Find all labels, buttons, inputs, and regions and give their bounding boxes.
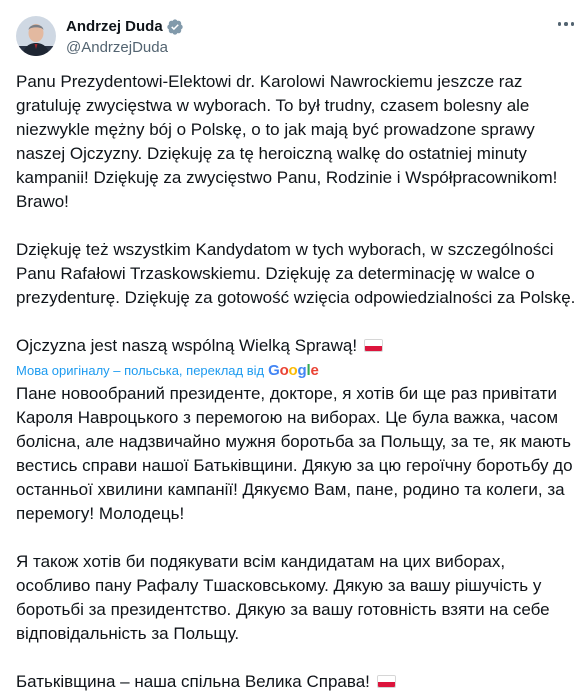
author-handle[interactable]: @AndrzejDuda [66,38,168,56]
author-info [66,17,184,56]
translation-note[interactable] [16,362,580,380]
poland-flag-icon [364,339,383,352]
more-options-icon[interactable] [558,22,575,26]
translated-paragraph: Я також хотів би подякувати всім кандидатам на цих виборах, особливо пану Рафалу Тшасковському. Дякую за вашу рішучість у боротьбі за президентство. Дякую за вашу готовність взяти на себе відповідальність за Польщу. [16,552,550,643]
translated-paragraph-closing [16,670,580,694]
poland-flag-icon [377,675,396,688]
verified-badge-icon [166,18,184,36]
tweet-body [16,70,580,694]
translated-paragraph: Пане новообраний президенте, докторе, я хотів би ще раз привітати Кароля Навроцького з перемогою на виборах. Це була важка, часом болісна, але надзвичайно мужня боротьба за Польщу, за те, як мають вестись справи нашої Батьківщини. Дякую за цю героїчну боротьбу до останньої хвилини кампанії! Дякуємо Вам, пане, родино та колеги, за перемогу! Молодець! [16,384,573,523]
tweet-header [16,14,184,58]
translated-closing-text: Батьківщина – наша спільна Велика Справа! [16,672,370,691]
tweet-paragraph-closing [16,334,580,358]
google-logo: Google [268,362,319,379]
author-avatar[interactable] [16,16,56,56]
tweet-paragraph: Dziękuję też wszystkim Kandydatom w tych wyborach, w szczególności Panu Rafałowi Trzaskowskiemu. Dziękuję za determinację w walce o prezydenturę. Dziękuję za gotowość wzięcia odpowiedzialności za Polskę. [16,240,576,307]
avatar-image [16,16,56,56]
author-name-row [66,17,184,37]
translation-note-text: Мова оригіналу – польська, переклад від [16,363,265,378]
tweet-paragraph: Panu Prezydentowi-Elektowi dr. Karolowi Nawrockiemu jeszcze raz gratuluję zwycięstwa w wyborach. To był trudny, czasem bolesny ale niezwykle mężny bój o Polskę, o to jak mają być prowadzone sprawy naszej Ojczyzny. Dziękuję za tę heroiczną walkę do ostatniej minuty kampanii! Dziękuję za zwycięstwo Panu, Rodzinie i Współpracownikom! Brawo! [16,72,558,211]
closing-text: Ojczyzna jest naszą wspólną Wielką Sprawą! [16,336,358,355]
author-name[interactable]: Andrzej Duda [66,18,163,35]
